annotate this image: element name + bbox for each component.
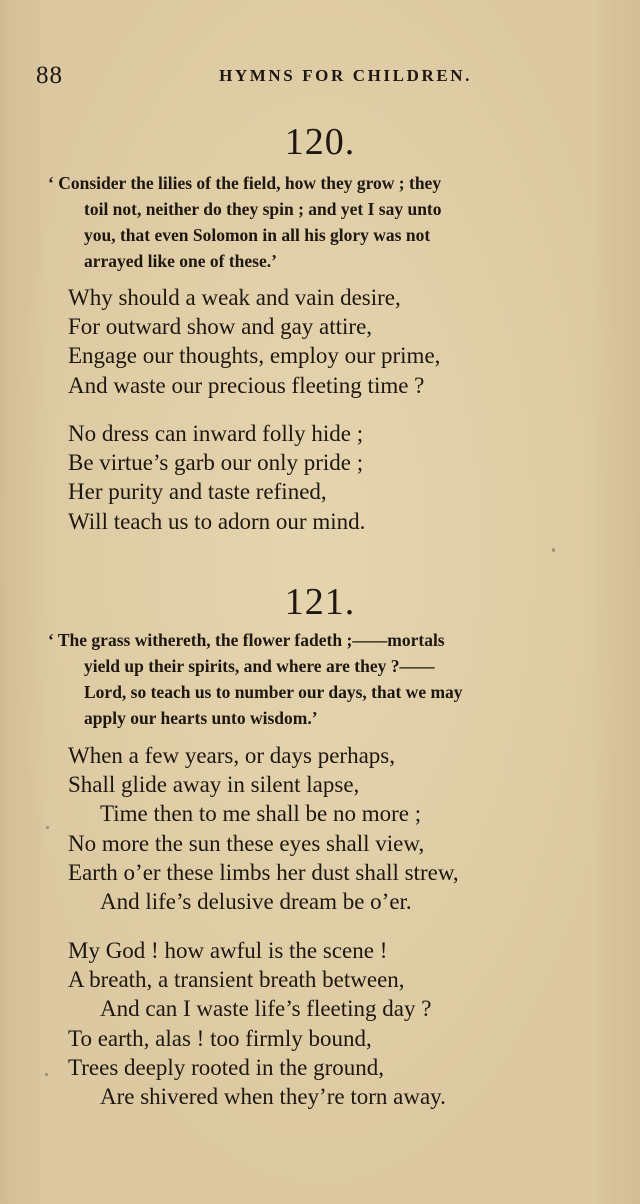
- verse-line: Why should a weak and vain desire,: [68, 285, 401, 310]
- verse-line: A breath, a transient breath between,: [68, 967, 405, 993]
- verse-line: Be virtue’s garb our only pride ;: [68, 450, 364, 476]
- hymn-number: 121.: [284, 581, 356, 623]
- verse-line: My God ! how awful is the scene !: [68, 938, 388, 963]
- verse-line: Engage our thoughts, employ our prime,: [68, 343, 441, 369]
- stanza: [68, 419, 608, 536]
- epigraph-line: arrayed like one of these.’: [84, 251, 277, 271]
- epigraph-line: you, that even Solomon in all his glory was not: [84, 225, 431, 245]
- running-title: HYMNS FOR CHILDREN.: [219, 66, 472, 85]
- hymn-epigraph: [48, 627, 610, 731]
- verse-line: And waste our precious fleeting time ?: [68, 372, 425, 398]
- verse-line: Trees deeply rooted in the ground,: [68, 1054, 384, 1080]
- verse-line: To earth, alas ! too firmly bound,: [68, 1025, 372, 1051]
- paper-speck: [45, 1073, 48, 1076]
- verse-line: Time then to me shall be no more ;: [100, 801, 422, 827]
- epigraph-line: ‘ Consider the lilies of the field, how they grow ; they: [48, 173, 442, 193]
- verse-line: Her purity and taste refined,: [68, 479, 327, 505]
- verse-line: When a few years, or days perhaps,: [68, 743, 395, 768]
- epigraph-line: toil not, neither do they spin ; and yet I say unto: [84, 199, 442, 219]
- verse-line: No dress can inward folly hide ;: [68, 421, 364, 446]
- verse-line: And can I waste life’s fleeting day ?: [100, 996, 432, 1022]
- page-number: 88: [36, 62, 63, 89]
- epigraph-line: yield up their spirits, and where are they ?——: [84, 656, 435, 676]
- verse-line: Are shivered when they’re torn away.: [100, 1084, 446, 1110]
- running-head: [36, 62, 472, 92]
- stanza: [68, 936, 608, 1111]
- verse-line: Shall glide away in silent lapse,: [68, 772, 360, 798]
- epigraph-line: Lord, so teach us to number our days, that we may: [84, 682, 463, 702]
- hymn-number: 120.: [284, 121, 356, 163]
- stanza: [68, 283, 608, 400]
- verse-line: No more the sun these eyes shall view,: [68, 830, 425, 856]
- verse-line: For outward show and gay attire,: [68, 314, 373, 340]
- verse-line: Will teach us to adorn our mind.: [68, 508, 366, 534]
- epigraph-line: ‘ The grass withereth, the flower fadeth ;——mortals: [48, 630, 445, 650]
- paper-speck: [552, 548, 555, 552]
- epigraph-line: apply our hearts unto wisdom.’: [84, 708, 318, 728]
- verse-line: And life’s delusive dream be o’er.: [100, 889, 412, 915]
- verse-line: Earth o’er these limbs her dust shall strew,: [68, 859, 459, 885]
- paper-speck: [46, 826, 49, 829]
- hymn-epigraph: [48, 170, 610, 274]
- stanza: [68, 741, 608, 916]
